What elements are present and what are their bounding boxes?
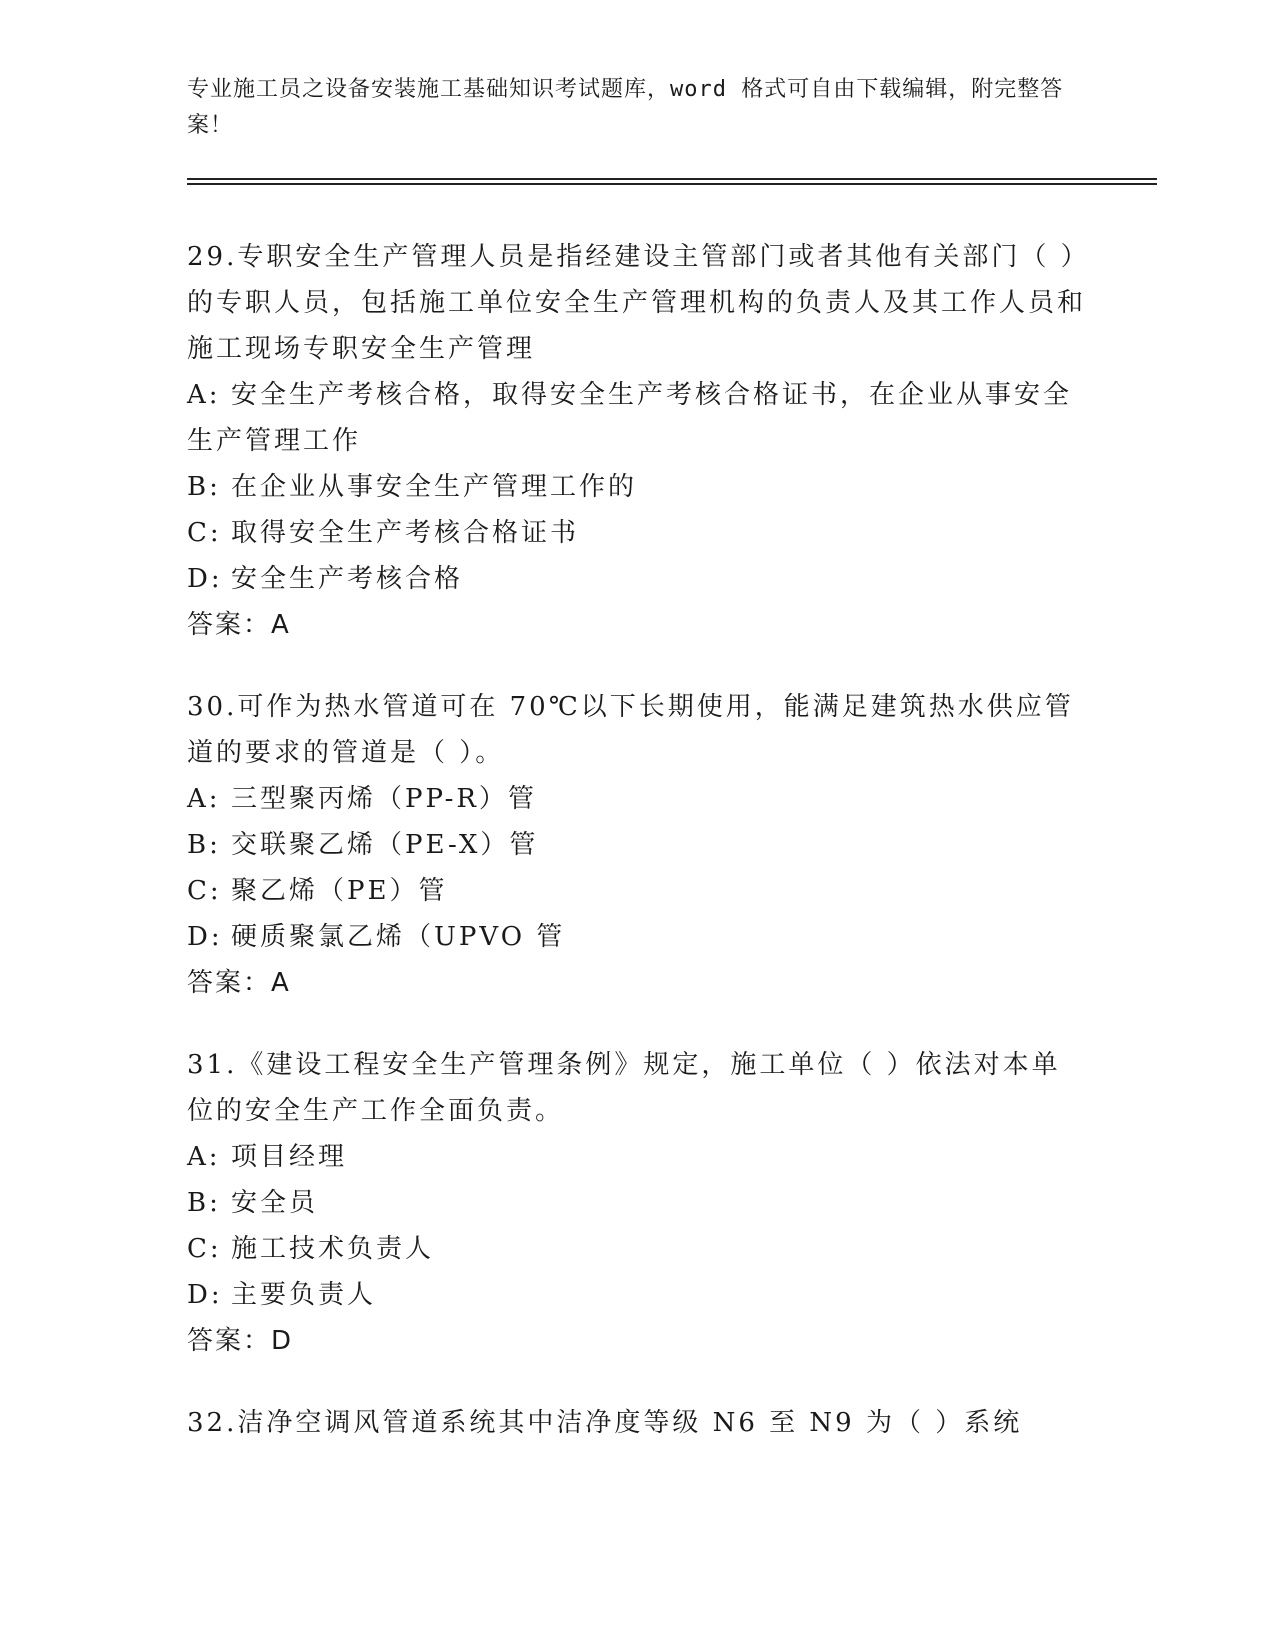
question-stem: 30.可作为热水管道可在 70℃以下长期使用，能满足建筑热水供应管道的要求的管道是（ ）。: [187, 692, 1074, 768]
option-a: [187, 1134, 1087, 1180]
question-30: [187, 684, 1087, 1006]
option-b: [187, 464, 1087, 510]
question-31: [187, 1042, 1087, 1364]
option-b: [187, 1180, 1087, 1226]
option-letter: D:: [187, 564, 223, 594]
answer-line: 答案：D: [187, 1326, 294, 1356]
option-text: 主要负责人: [231, 1280, 377, 1310]
option-letter: C:: [187, 1234, 222, 1264]
question-stem: 32.洁净空调风管道系统其中洁净度等级 N6 至 N9 为（ ）系统: [187, 1408, 1023, 1438]
option-letter: A:: [187, 784, 221, 814]
option-text: 施工技术负责人: [231, 1234, 435, 1264]
option-text: 三型聚丙烯（PP-R）管: [231, 784, 537, 814]
option-letter: A:: [187, 380, 221, 410]
question-32: [187, 1400, 1087, 1446]
option-text: 在企业从事安全生产管理工作的: [231, 472, 638, 502]
option-text: 安全生产考核合格，取得安全生产考核合格证书，在企业从事安全生产管理工作: [187, 380, 1073, 456]
answer-line: 答案：A: [187, 610, 291, 640]
header-divider-top: [187, 178, 1157, 180]
question-stem: 29.专职安全生产管理人员是指经建设主管部门或者其他有关部门（ ）的专职人员，包括施工单位安全生产管理机构的负责人及其工作人员和施工现场专职安全生产管理: [187, 242, 1087, 364]
option-text: 取得安全生产考核合格证书: [231, 518, 580, 548]
option-letter: D:: [187, 922, 223, 952]
option-letter: A:: [187, 1142, 221, 1172]
option-text: 聚乙烯（PE）管: [231, 876, 448, 906]
answer-line: 答案：A: [187, 968, 291, 998]
option-letter: B:: [187, 472, 221, 502]
option-letter: C:: [187, 876, 222, 906]
option-letter: D:: [187, 1280, 223, 1310]
option-b: [187, 822, 1087, 868]
option-text: 项目经理: [231, 1142, 348, 1172]
option-letter: B:: [187, 830, 221, 860]
option-d: [187, 914, 1087, 960]
option-text: 硬质聚氯乙烯（UPVO 管: [231, 922, 566, 952]
question-list: [187, 234, 1087, 1482]
option-text: 安全员: [231, 1188, 319, 1218]
question-29: [187, 234, 1087, 648]
option-a: [187, 776, 1087, 822]
option-letter: C:: [187, 518, 222, 548]
option-letter: B:: [187, 1188, 221, 1218]
question-stem: 31.《建设工程安全生产管理条例》规定，施工单位（ ）依法对本单位的安全生产工作全面负责。: [187, 1050, 1061, 1126]
document-header: 专业施工员之设备安装施工基础知识考试题库，word 格式可自由下载编辑，附完整答案！: [187, 77, 1064, 138]
option-a: [187, 372, 1087, 464]
option-text: 交联聚乙烯（PE-X）管: [231, 830, 539, 860]
header-divider-bottom: [187, 183, 1157, 185]
option-c: [187, 510, 1087, 556]
option-d: [187, 556, 1087, 602]
option-c: [187, 868, 1087, 914]
option-c: [187, 1226, 1087, 1272]
option-d: [187, 1272, 1087, 1318]
option-text: 安全生产考核合格: [231, 564, 464, 594]
